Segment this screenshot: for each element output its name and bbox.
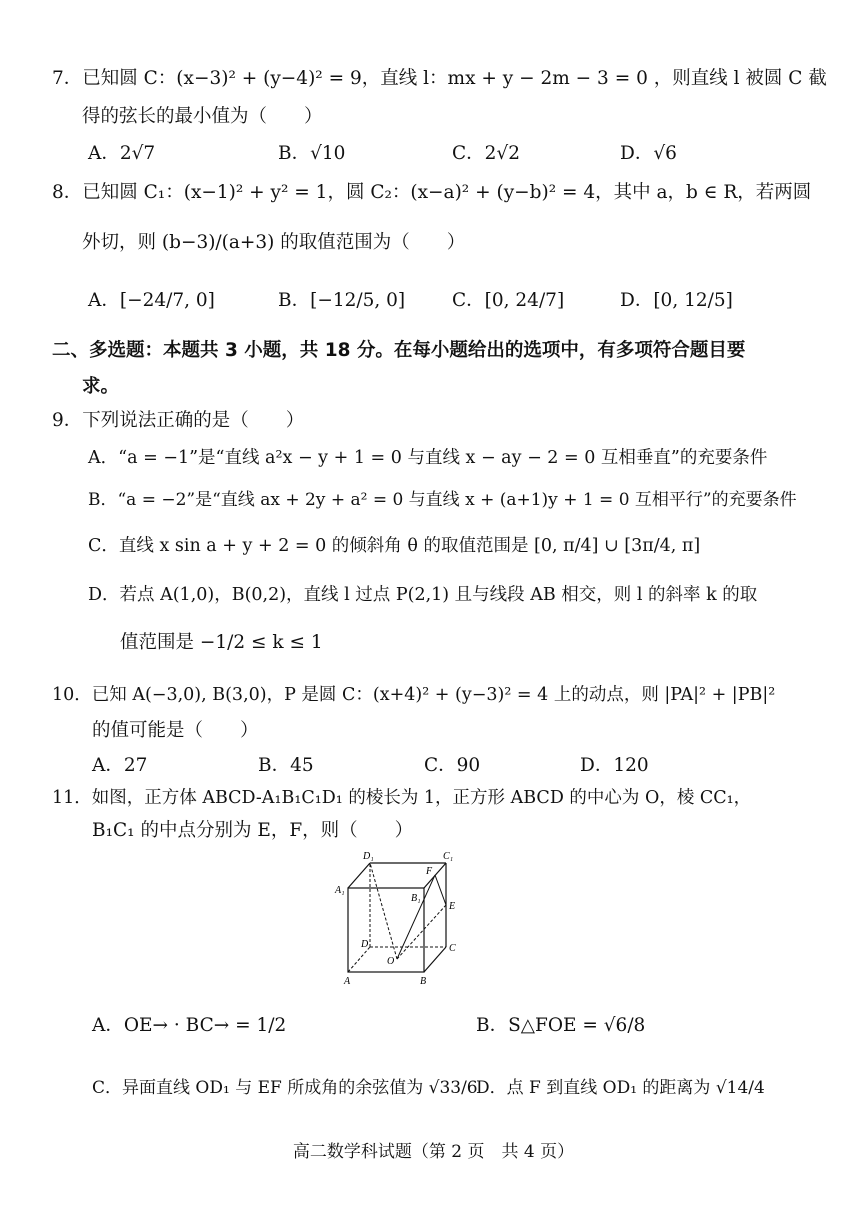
q7-option-b: B．√10	[278, 143, 346, 164]
label-D: D	[361, 939, 369, 950]
label-C: C	[449, 943, 456, 954]
q11-option-b: B．S△FOE = √6/8	[476, 1015, 646, 1036]
q10-option-d: D．120	[580, 755, 649, 776]
label-O: O	[387, 956, 395, 967]
q7-stem-line1: 7．已知圆 C：(x−3)² + (y−4)² = 9，直线 l：mx + y − 2m − 3 = 0 ，则直线 l 被圆 C 截	[52, 68, 827, 89]
q11-stem-line2: B₁C₁ 的中点分别为 E，F，则（ ）	[92, 820, 414, 841]
q8-stem-line1: 8．已知圆 C₁：(x−1)² + y² = 1，圆 C₂：(x−a)² + (y−b)² = 4，其中 a，b ∈ R，若两圆	[52, 182, 812, 203]
q7-option-a: A．2√7	[88, 143, 156, 164]
section-2-heading-line2: 求。	[82, 376, 120, 397]
edge-BC	[424, 947, 446, 972]
q8-option-d: D．[0, 12/5]	[620, 290, 733, 311]
cube-figure	[333, 848, 473, 988]
q7-option-d: D．√6	[620, 143, 677, 164]
q8-option-c: C．[0, 24/7]	[452, 290, 565, 311]
label-F: F	[426, 866, 433, 877]
label-D1: D₁	[363, 851, 374, 862]
q11-option-a: A．OE→ · BC→ = 1/2	[92, 1015, 287, 1036]
label-A: A	[344, 976, 351, 987]
edge-AD	[348, 947, 370, 972]
label-B1: B₁	[411, 893, 421, 904]
q11-option-c: C．异面直线 OD₁ 与 EF 所成角的余弦值为 √33/6	[92, 1078, 478, 1098]
q10-stem-line1: 10．已知 A(−3,0), B(3,0)，P 是圆 C：(x+4)² + (y−3)² = 4 上的动点，则 |PA|² + |PB|²	[52, 685, 776, 705]
q7-option-c: C．2√2	[452, 143, 520, 164]
segment-OD1	[370, 863, 397, 959]
q10-option-b: B．45	[258, 755, 314, 776]
q10-option-c: C．90	[424, 755, 481, 776]
q9-option-a: A．“a = −1”是“直线 a²x − y + 1 = 0 与直线 x − ay − 2 = 0 互相垂直”的充要条件	[88, 448, 768, 468]
segment-EF	[435, 875, 446, 905]
q8-option-a: A．[−24/7, 0]	[88, 290, 215, 311]
q9-option-d-line2: 值范围是 −1/2 ≤ k ≤ 1	[120, 632, 323, 653]
section-2-heading-line1: 二、多选题：本题共 3 小题，共 18 分。在每小题给出的选项中，有多项符合题目要	[52, 340, 746, 361]
label-E: E	[449, 901, 456, 912]
label-A1: A₁	[335, 885, 345, 896]
q9-option-d-line1: D．若点 A(1,0)，B(0,2)，直线 l 过点 P(2,1) 且与线段 AB 相交，则 l 的斜率 k 的取	[88, 585, 758, 605]
segment-OE	[397, 905, 446, 959]
q9-option-c: C．直线 x sin a + y + 2 = 0 的倾斜角 θ 的取值范围是 [0, π/4] ∪ [3π/4, π]	[88, 536, 701, 556]
q11-stem-line1: 11．如图，正方体 ABCD-A₁B₁C₁D₁ 的棱长为 1，正方形 ABCD 的中心为 O，棱 CC₁，	[52, 788, 752, 808]
q7-stem-line2: 得的弦长的最小值为（ ）	[82, 106, 323, 127]
page-footer: 高二数学科试题（第 2 页 共 4 页）	[292, 1142, 575, 1162]
q10-stem-line2: 的值可能是（ ）	[92, 720, 259, 741]
q8-option-b: B．[−12/5, 0]	[278, 290, 406, 311]
q11-option-d: D．点 F 到直线 OD₁ 的距离为 √14/4	[476, 1078, 765, 1098]
q8-stem-line2: 外切，则 (b−3)/(a+3) 的取值范围为（ ）	[82, 232, 466, 253]
q10-option-a: A．27	[92, 755, 148, 776]
label-C1: C₁	[443, 851, 454, 862]
edge-A1D1	[348, 863, 370, 888]
label-B: B	[420, 976, 427, 987]
q9-option-b: B．“a = −2”是“直线 ax + 2y + a² = 0 与直线 x + (a+1)y + 1 = 0 互相平行”的充要条件	[88, 490, 797, 510]
q9-stem: 9．下列说法正确的是（ ）	[52, 410, 305, 431]
